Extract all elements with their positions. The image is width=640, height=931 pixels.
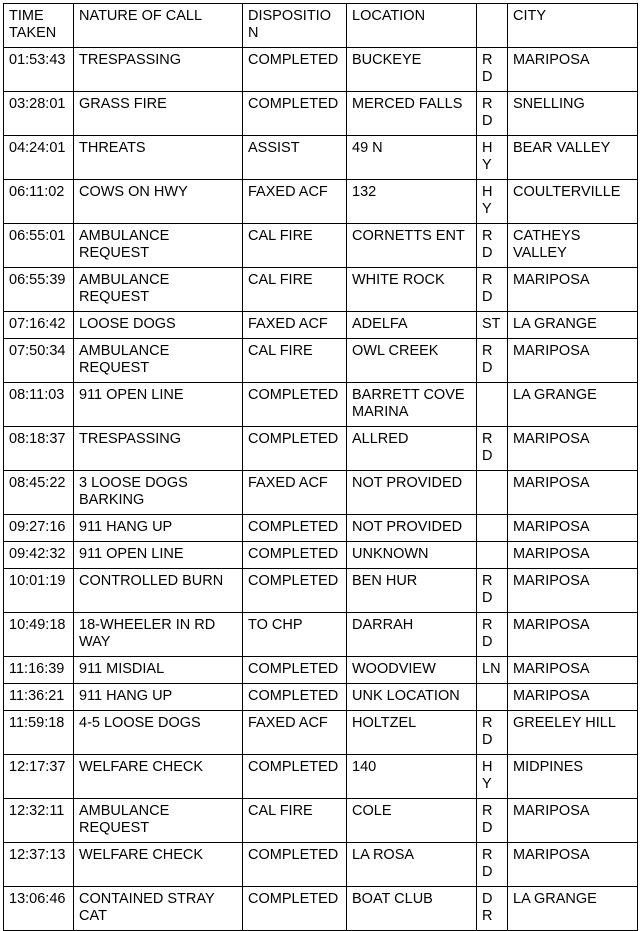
cell-city: SNELLING (508, 92, 638, 136)
cell-location: ADELFA (347, 312, 477, 339)
header-time-taken: TIME TAKEN (4, 4, 74, 48)
cell-nature-of-call: AMBULANCE REQUEST (74, 224, 243, 268)
cell-time: 09:27:16 (4, 515, 74, 542)
cell-street-suffix: HY (477, 180, 508, 224)
table-row (4, 471, 638, 515)
cell-nature-of-call: CONTAINED STRAY CAT (74, 887, 243, 931)
cell-city: LA GRANGE (508, 383, 638, 427)
cell-street-suffix (477, 383, 508, 427)
cell-street-suffix: HY (477, 136, 508, 180)
cell-time: 11:59:18 (4, 711, 74, 755)
cell-disposition: COMPLETED (243, 755, 347, 799)
cell-time: 04:24:01 (4, 136, 74, 180)
cell-time: 11:16:39 (4, 657, 74, 684)
cell-location: 132 (347, 180, 477, 224)
cell-time: 09:42:32 (4, 542, 74, 569)
call-log-table (3, 3, 638, 931)
cell-nature-of-call: 911 HANG UP (74, 684, 243, 711)
cell-disposition: COMPLETED (243, 92, 347, 136)
cell-disposition: ASSIST (243, 136, 347, 180)
cell-nature-of-call: 18-WHEELER IN RD WAY (74, 613, 243, 657)
cell-time: 10:49:18 (4, 613, 74, 657)
cell-nature-of-call: THREATS (74, 136, 243, 180)
cell-time: 07:16:42 (4, 312, 74, 339)
cell-city: LA GRANGE (508, 887, 638, 931)
cell-nature-of-call: TRESPASSING (74, 48, 243, 92)
cell-street-suffix: RD (477, 427, 508, 471)
table-row (4, 755, 638, 799)
cell-location: BEN HUR (347, 569, 477, 613)
cell-nature-of-call: LOOSE DOGS (74, 312, 243, 339)
cell-city: BEAR VALLEY (508, 136, 638, 180)
cell-location: WOODVIEW (347, 657, 477, 684)
table-row (4, 224, 638, 268)
cell-disposition: COMPLETED (243, 427, 347, 471)
cell-street-suffix: RD (477, 48, 508, 92)
cell-nature-of-call: WELFARE CHECK (74, 843, 243, 887)
cell-disposition: FAXED ACF (243, 471, 347, 515)
cell-nature-of-call: AMBULANCE REQUEST (74, 799, 243, 843)
cell-city: MARIPOSA (508, 542, 638, 569)
cell-disposition: COMPLETED (243, 542, 347, 569)
cell-city: MARIPOSA (508, 684, 638, 711)
cell-location: CORNETTS ENT (347, 224, 477, 268)
cell-street-suffix: RD (477, 92, 508, 136)
table-row (4, 180, 638, 224)
cell-disposition: CAL FIRE (243, 339, 347, 383)
cell-location: BOAT CLUB (347, 887, 477, 931)
cell-street-suffix: RD (477, 711, 508, 755)
cell-city: MARIPOSA (508, 339, 638, 383)
cell-disposition: CAL FIRE (243, 799, 347, 843)
table-row (4, 515, 638, 542)
cell-location: NOT PROVIDED (347, 471, 477, 515)
cell-street-suffix (477, 471, 508, 515)
cell-street-suffix: RD (477, 843, 508, 887)
table-row (4, 136, 638, 180)
cell-time: 08:18:37 (4, 427, 74, 471)
cell-city: CATHEYS VALLEY (508, 224, 638, 268)
cell-time: 12:37:13 (4, 843, 74, 887)
header-row (4, 4, 638, 48)
table-row (4, 711, 638, 755)
header-disposition: DISPOSITION (243, 4, 347, 48)
cell-time: 08:11:03 (4, 383, 74, 427)
cell-nature-of-call: 911 HANG UP (74, 515, 243, 542)
cell-location: ALLRED (347, 427, 477, 471)
table-row (4, 887, 638, 931)
cell-time: 03:28:01 (4, 92, 74, 136)
cell-location: 140 (347, 755, 477, 799)
table-row (4, 427, 638, 471)
table-row (4, 339, 638, 383)
table-row (4, 268, 638, 312)
cell-city: MARIPOSA (508, 471, 638, 515)
cell-nature-of-call: 911 OPEN LINE (74, 383, 243, 427)
cell-disposition: CAL FIRE (243, 268, 347, 312)
cell-disposition: FAXED ACF (243, 312, 347, 339)
cell-city: MARIPOSA (508, 268, 638, 312)
cell-nature-of-call: 4-5 LOOSE DOGS (74, 711, 243, 755)
cell-city: MARIPOSA (508, 515, 638, 542)
cell-nature-of-call: AMBULANCE REQUEST (74, 268, 243, 312)
cell-street-suffix: RD (477, 339, 508, 383)
cell-street-suffix: ST (477, 312, 508, 339)
cell-location: OWL CREEK (347, 339, 477, 383)
cell-street-suffix: RD (477, 224, 508, 268)
cell-city: GREELEY HILL (508, 711, 638, 755)
cell-city: MARIPOSA (508, 613, 638, 657)
cell-city: MARIPOSA (508, 48, 638, 92)
table-row (4, 92, 638, 136)
table-row (4, 542, 638, 569)
cell-disposition: COMPLETED (243, 843, 347, 887)
cell-disposition: FAXED ACF (243, 711, 347, 755)
header-location: LOCATION (347, 4, 477, 48)
cell-location: UNK LOCATION (347, 684, 477, 711)
cell-disposition: COMPLETED (243, 383, 347, 427)
cell-disposition: COMPLETED (243, 48, 347, 92)
cell-location: DARRAH (347, 613, 477, 657)
cell-street-suffix: RD (477, 799, 508, 843)
cell-nature-of-call: 911 OPEN LINE (74, 542, 243, 569)
table-row (4, 383, 638, 427)
table-row (4, 312, 638, 339)
cell-location: HOLTZEL (347, 711, 477, 755)
cell-city: LA GRANGE (508, 312, 638, 339)
cell-time: 08:45:22 (4, 471, 74, 515)
cell-nature-of-call: COWS ON HWY (74, 180, 243, 224)
cell-time: 06:11:02 (4, 180, 74, 224)
cell-disposition: FAXED ACF (243, 180, 347, 224)
cell-time: 06:55:01 (4, 224, 74, 268)
table-row (4, 48, 638, 92)
cell-city: MARIPOSA (508, 799, 638, 843)
cell-nature-of-call: TRESPASSING (74, 427, 243, 471)
cell-disposition: TO CHP (243, 613, 347, 657)
cell-disposition: COMPLETED (243, 684, 347, 711)
cell-street-suffix: RD (477, 569, 508, 613)
cell-location: 49 N (347, 136, 477, 180)
cell-disposition: COMPLETED (243, 887, 347, 931)
cell-location: BARRETT COVE MARINA (347, 383, 477, 427)
cell-time: 13:06:46 (4, 887, 74, 931)
table-row (4, 613, 638, 657)
cell-street-suffix: RD (477, 613, 508, 657)
cell-disposition: COMPLETED (243, 657, 347, 684)
header-nature-of-call: NATURE OF CALL (74, 4, 243, 48)
cell-street-suffix (477, 542, 508, 569)
cell-time: 06:55:39 (4, 268, 74, 312)
cell-time: 01:53:43 (4, 48, 74, 92)
cell-location: WHITE ROCK (347, 268, 477, 312)
cell-nature-of-call: GRASS FIRE (74, 92, 243, 136)
table-row (4, 657, 638, 684)
table-row (4, 843, 638, 887)
table-row (4, 799, 638, 843)
cell-street-suffix (477, 515, 508, 542)
cell-street-suffix: HY (477, 755, 508, 799)
cell-street-suffix: DR (477, 887, 508, 931)
header-city: CITY (508, 4, 638, 48)
cell-location: UNKNOWN (347, 542, 477, 569)
cell-time: 12:17:37 (4, 755, 74, 799)
cell-city: MARIPOSA (508, 427, 638, 471)
cell-city: MARIPOSA (508, 657, 638, 684)
cell-nature-of-call: AMBULANCE REQUEST (74, 339, 243, 383)
table-row (4, 569, 638, 613)
cell-street-suffix (477, 684, 508, 711)
cell-nature-of-call: WELFARE CHECK (74, 755, 243, 799)
cell-location: MERCED FALLS (347, 92, 477, 136)
cell-nature-of-call: CONTROLLED BURN (74, 569, 243, 613)
cell-disposition: CAL FIRE (243, 224, 347, 268)
table-row (4, 684, 638, 711)
cell-time: 07:50:34 (4, 339, 74, 383)
call-log-body (4, 48, 638, 931)
cell-city: MIDPINES (508, 755, 638, 799)
cell-time: 10:01:19 (4, 569, 74, 613)
cell-city: MARIPOSA (508, 569, 638, 613)
cell-nature-of-call: 3 LOOSE DOGS BARKING (74, 471, 243, 515)
cell-disposition: COMPLETED (243, 569, 347, 613)
cell-city: COULTERVILLE (508, 180, 638, 224)
cell-street-suffix: RD (477, 268, 508, 312)
cell-location: BUCKEYE (347, 48, 477, 92)
cell-nature-of-call: 911 MISDIAL (74, 657, 243, 684)
cell-time: 12:32:11 (4, 799, 74, 843)
cell-city: MARIPOSA (508, 843, 638, 887)
cell-time: 11:36:21 (4, 684, 74, 711)
header-street-suffix (477, 4, 508, 48)
cell-location: NOT PROVIDED (347, 515, 477, 542)
cell-location: LA ROSA (347, 843, 477, 887)
cell-street-suffix: LN (477, 657, 508, 684)
cell-location: COLE (347, 799, 477, 843)
cell-disposition: COMPLETED (243, 515, 347, 542)
